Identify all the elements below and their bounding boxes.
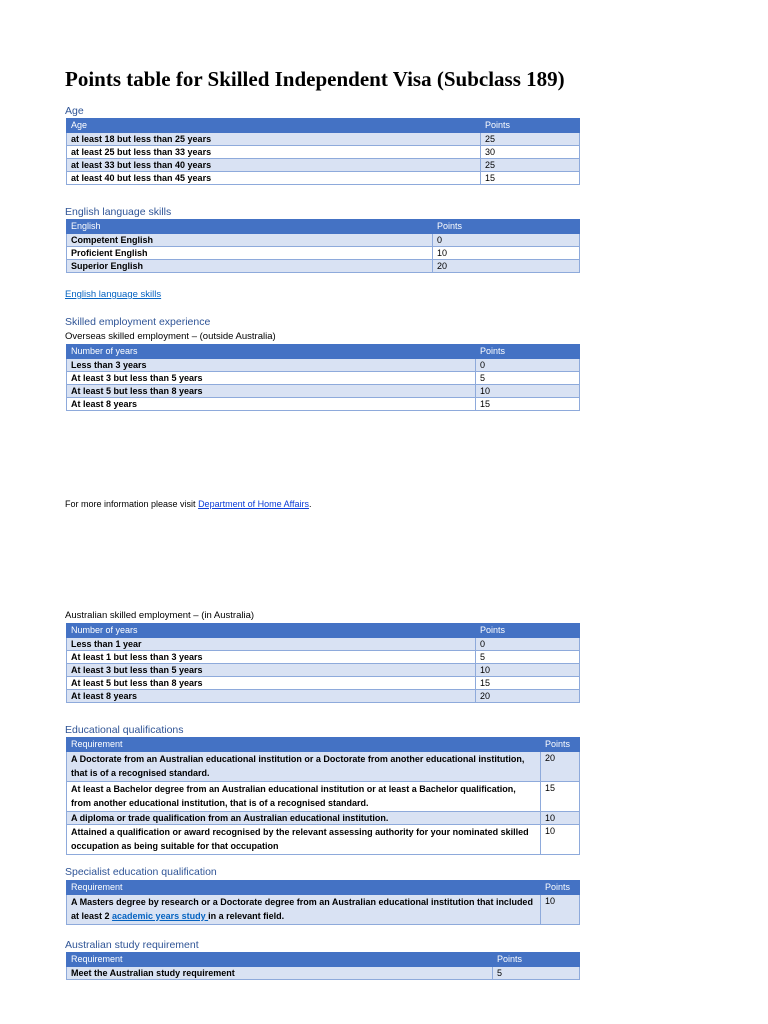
table-row	[67, 690, 580, 703]
table-cell: 20	[433, 260, 580, 273]
table-cell: 15	[476, 398, 580, 411]
specialist-heading: Specialist education qualification	[65, 866, 217, 878]
table-row	[67, 372, 580, 385]
english-language-skills-link[interactable]: English language skills	[65, 289, 162, 300]
table-cell: at least 25 but less than 33 years	[67, 146, 481, 159]
table-cell: At least 8 years	[67, 690, 476, 703]
table-header-row	[67, 738, 580, 752]
table-row	[67, 260, 580, 273]
more-info-text	[65, 498, 311, 510]
table-cell: 30	[481, 146, 580, 159]
table-header-row	[67, 624, 580, 638]
column-header: Age	[67, 119, 481, 133]
specialist-text-after: in a relevant field.	[208, 910, 285, 921]
column-header: English	[67, 220, 433, 234]
table-row	[67, 234, 580, 247]
table-row	[67, 146, 580, 159]
table-cell: At least 5 but less than 8 years	[67, 385, 476, 398]
table-cell: at least 40 but less than 45 years	[67, 172, 481, 185]
table-cell: 20	[476, 690, 580, 703]
table-cell: 15	[541, 782, 580, 812]
table-cell: 5	[476, 651, 580, 664]
column-header: Points	[433, 220, 580, 234]
table-cell: 25	[481, 159, 580, 172]
table-header-row	[67, 953, 580, 967]
table-row	[67, 664, 580, 677]
table-cell: 15	[481, 172, 580, 185]
table-row	[67, 638, 580, 651]
column-header: Points	[493, 953, 580, 967]
table-header-row	[67, 881, 580, 895]
table-row	[67, 159, 580, 172]
table-cell: 15	[476, 677, 580, 690]
table-cell: At least 8 years	[67, 398, 476, 411]
column-header: Requirement	[67, 953, 493, 967]
table-cell: At least 3 but less than 5 years	[67, 664, 476, 677]
education-table	[66, 737, 580, 855]
specialist-text-before: A Masters degree by research or a Doctorate degree from an Australian educational institution that included at least 2	[71, 897, 533, 921]
table-cell: Superior English	[67, 260, 433, 273]
table-cell	[67, 895, 541, 925]
overseas-employment-subheading: Overseas skilled employment – (outside Australia)	[65, 331, 276, 342]
table-cell: 5	[493, 967, 580, 980]
australian-employment-table	[66, 623, 580, 703]
skilled-employment-heading: Skilled employment experience	[65, 316, 211, 328]
column-header: Number of years	[67, 345, 476, 359]
page-title: Points table for Skilled Independent Visa (Subclass 189)	[65, 67, 565, 91]
table-cell: 0	[476, 638, 580, 651]
table-row	[67, 677, 580, 690]
table-row	[67, 812, 580, 825]
table-cell: A diploma or trade qualification from an Australian educational institution.	[67, 812, 541, 825]
table-row	[67, 359, 580, 372]
table-row	[67, 133, 580, 146]
department-of-home-affairs-link[interactable]: Department of Home Affairs	[198, 499, 309, 509]
table-cell: at least 33 but less than 40 years	[67, 159, 481, 172]
australian-employment-subheading: Australian skilled employment – (in Australia)	[65, 610, 255, 621]
table-cell: At least 5 but less than 8 years	[67, 677, 476, 690]
more-info-prefix: For more information please visit	[65, 499, 199, 509]
table-cell: At least 1 but less than 3 years	[67, 651, 476, 664]
table-row	[67, 967, 580, 980]
table-header-row	[67, 345, 580, 359]
column-header: Points	[541, 738, 580, 752]
table-cell: Less than 3 years	[67, 359, 476, 372]
table-row	[67, 825, 580, 855]
table-cell: At least a Bachelor degree from an Australian educational institution or at least a Bachelor qualification, from another educational institution, that is of a recognised standard.	[67, 782, 541, 812]
table-cell: Less than 1 year	[67, 638, 476, 651]
column-header: Points	[481, 119, 580, 133]
table-cell: At least 3 but less than 5 years	[67, 372, 476, 385]
column-header: Points	[476, 345, 580, 359]
table-row	[67, 651, 580, 664]
table-cell: 10	[541, 895, 580, 925]
overseas-employment-table	[66, 344, 580, 411]
table-row	[67, 782, 580, 812]
table-cell: 10	[541, 825, 580, 855]
table-cell: 0	[476, 359, 580, 372]
table-cell: 25	[481, 133, 580, 146]
english-table	[66, 219, 580, 273]
table-cell: A Doctorate from an Australian educational institution or a Doctorate from another educational institution, that is of a recognised standard.	[67, 752, 541, 782]
table-cell: at least 18 but less than 25 years	[67, 133, 481, 146]
age-heading: Age	[65, 105, 84, 117]
table-cell: Competent English	[67, 234, 433, 247]
table-cell: 10	[433, 247, 580, 260]
table-row	[67, 247, 580, 260]
academic-years-study-link[interactable]: academic years study	[112, 910, 209, 921]
specialist-table	[66, 880, 580, 925]
table-header-row	[67, 119, 580, 133]
table-cell: 10	[541, 812, 580, 825]
table-cell: Attained a qualification or award recognised by the relevant assessing authority for your nominated skilled occupation as being suitable for that occupation	[67, 825, 541, 855]
table-cell: 10	[476, 664, 580, 677]
table-cell: 20	[541, 752, 580, 782]
table-cell: Meet the Australian study requirement	[67, 967, 493, 980]
table-row	[67, 895, 580, 925]
table-header-row	[67, 220, 580, 234]
column-header: Points	[476, 624, 580, 638]
education-heading: Educational qualifications	[65, 724, 184, 736]
study-heading: Australian study requirement	[65, 939, 199, 951]
table-row	[67, 385, 580, 398]
table-cell: 0	[433, 234, 580, 247]
table-cell: Proficient English	[67, 247, 433, 260]
study-table	[66, 952, 580, 980]
table-cell: 5	[476, 372, 580, 385]
column-header: Requirement	[67, 738, 541, 752]
table-row	[67, 398, 580, 411]
column-header: Points	[541, 881, 580, 895]
table-row	[67, 752, 580, 782]
column-header: Number of years	[67, 624, 476, 638]
table-cell: 10	[476, 385, 580, 398]
table-row	[67, 172, 580, 185]
english-heading: English language skills	[65, 206, 172, 218]
more-info-suffix: .	[308, 499, 312, 509]
age-table	[66, 118, 580, 185]
column-header: Requirement	[67, 881, 541, 895]
